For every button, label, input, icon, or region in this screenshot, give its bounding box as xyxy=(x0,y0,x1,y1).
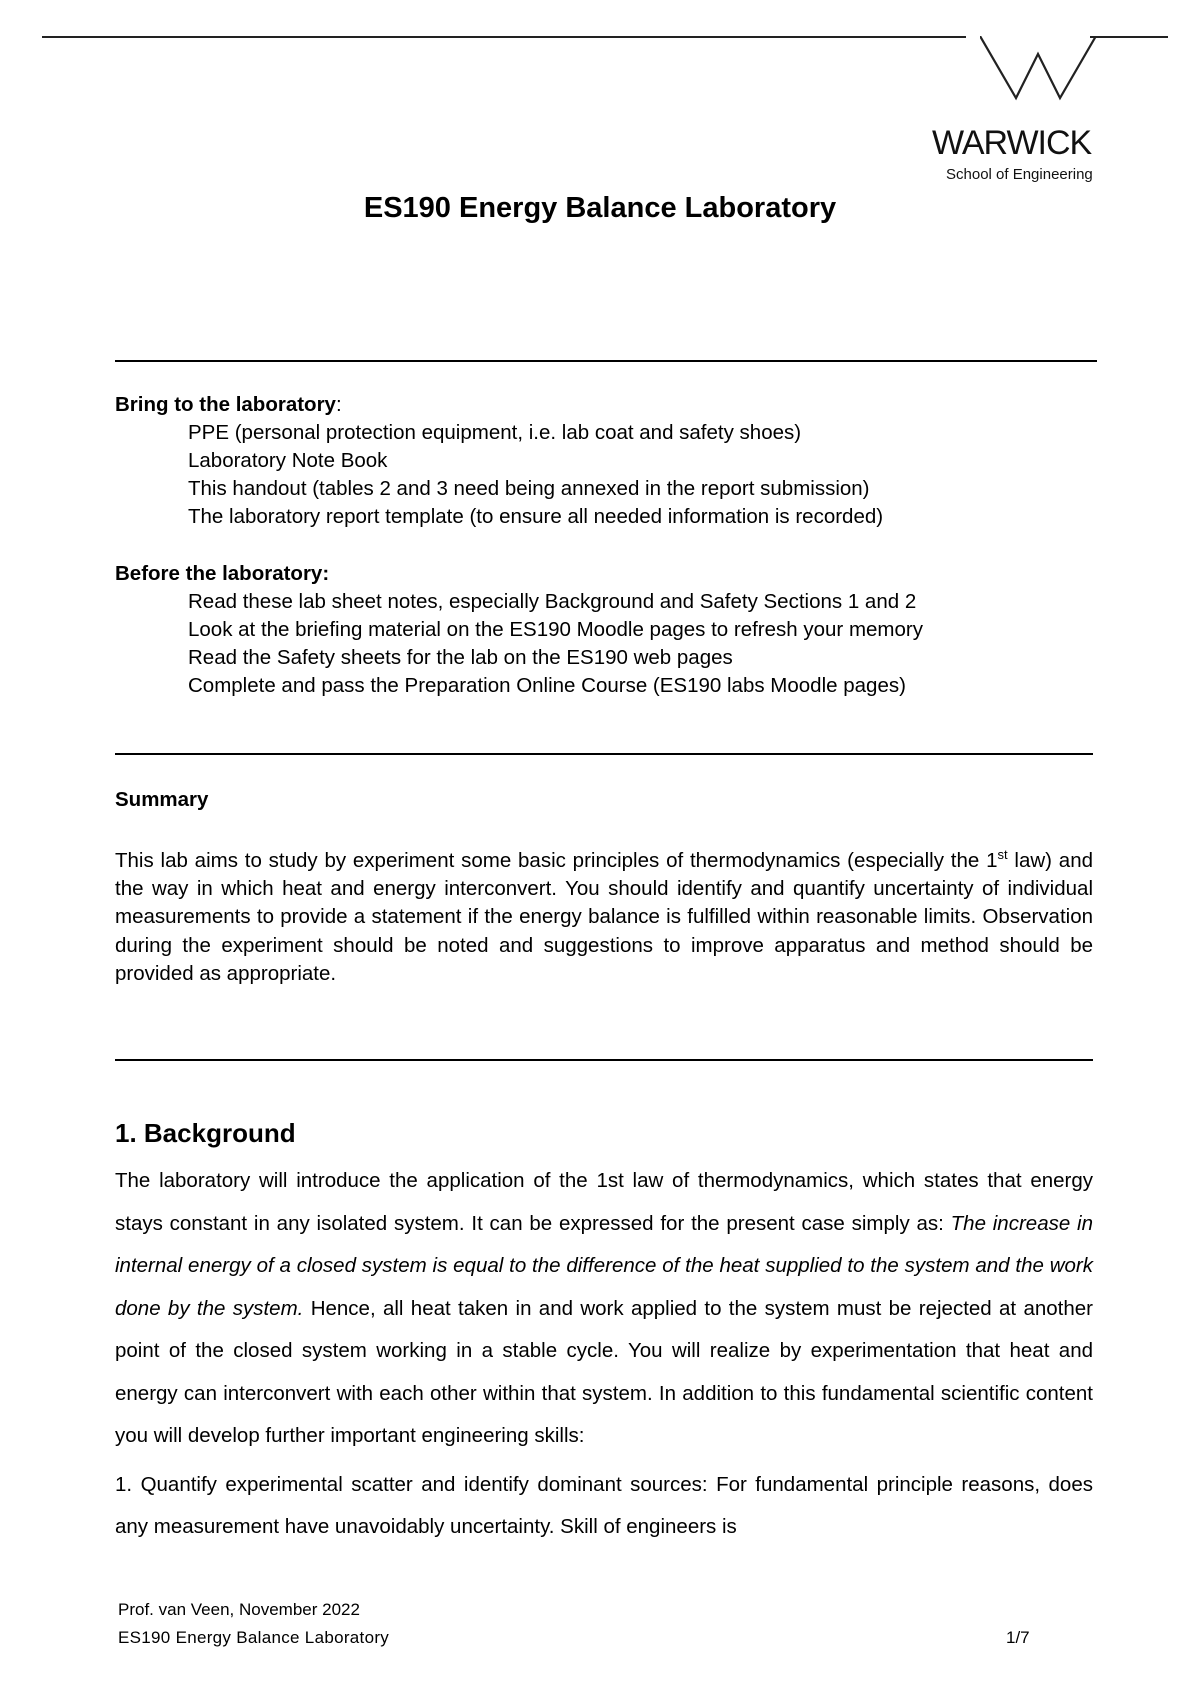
before-list-item: Look at the briefing material on the ES190 Moodle pages to refresh your memory xyxy=(188,618,923,641)
warwick-w-icon xyxy=(980,36,1130,106)
before-list-item: Read these lab sheet notes, especially Background and Safety Sections 1 and 2 xyxy=(188,590,917,613)
logo-wordmark: WARWICK xyxy=(932,124,1092,162)
before-list-item: Complete and pass the Preparation Online Course (ES190 labs Moodle pages) xyxy=(188,674,906,697)
background-list-item: 1. Quantify experimental scatter and identify dominant sources: For fundamental principle reasons, does any measurement have unavoidably uncertainty. Skill of engineers is xyxy=(115,1472,1093,1538)
bring-list-item: This handout (tables 2 and 3 need being annexed in the report submission) xyxy=(188,477,870,500)
footer-document-name: ES190 Energy Balance Laboratory xyxy=(118,1628,390,1647)
background-text-a: The laboratory will introduce the application of the 1st law of thermodynamics, which states that energy stays constant in any isolated system. It can be expressed for the present case simply as: xyxy=(115,1169,1093,1235)
bring-list-item: The laboratory report template (to ensure all needed information is recorded) xyxy=(188,505,884,528)
footer-page-number: 1/7 xyxy=(1006,1628,1030,1647)
bring-heading xyxy=(115,391,1093,419)
summary-superscript: st xyxy=(997,847,1008,862)
background-paragraph xyxy=(115,1160,1093,1458)
summary-text-a: This lab aims to study by experiment some basic principles of thermodynamics (especially the 1 xyxy=(115,848,998,872)
bring-label: Bring to the laboratory xyxy=(115,393,336,416)
background-heading: 1. Background xyxy=(115,1118,296,1148)
background-body xyxy=(115,1160,1093,1549)
header-rule-left xyxy=(42,36,966,38)
bring-section xyxy=(115,391,1093,531)
before-list-item: Read the Safety sheets for the lab on the ES190 web pages xyxy=(188,646,733,669)
summary-text-b: law) and the way in which heat and energy interconvert. You should identify and quantify uncertainty of individual measurements to provide a statement if the energy balance is fulfilled within reasonable limits. Observation during the experiment should be noted and suggestions to improve apparatus and method should be provided as appropriate. xyxy=(115,848,1093,986)
summary-heading: Summary xyxy=(115,788,209,811)
document-title: ES190 Energy Balance Laboratory xyxy=(363,192,837,224)
section-divider xyxy=(115,1059,1093,1061)
bring-list-item: PPE (personal protection equipment, i.e. lab coat and safety shoes) xyxy=(188,421,802,444)
bring-colon: : xyxy=(335,393,342,416)
footer-author: Prof. van Veen, November 2022 xyxy=(118,1600,360,1619)
background-italic-statement: The increase in internal energy of a closed system is equal to the difference of the heat supplied to the system and the work done by the system. xyxy=(115,1211,1093,1320)
warwick-logo xyxy=(930,30,1120,183)
section-divider xyxy=(115,753,1093,755)
bring-list-item: Laboratory Note Book xyxy=(188,449,388,472)
section-divider xyxy=(115,360,1097,362)
summary-section xyxy=(115,786,1093,988)
before-section xyxy=(115,560,1093,700)
background-text-b: Hence, all heat taken in and work applied to the system must be rejected at another point of the closed system working in a stable cycle. You will realize by experimentation that heat and energy can interconvert with each other within that system. In addition to this fundamental scientific content you will develop further important engineering skills: xyxy=(115,1296,1093,1447)
before-heading: Before the laboratory: xyxy=(115,562,330,585)
summary-paragraph xyxy=(115,841,1093,988)
logo-subtitle: School of Engineering xyxy=(946,166,1093,183)
